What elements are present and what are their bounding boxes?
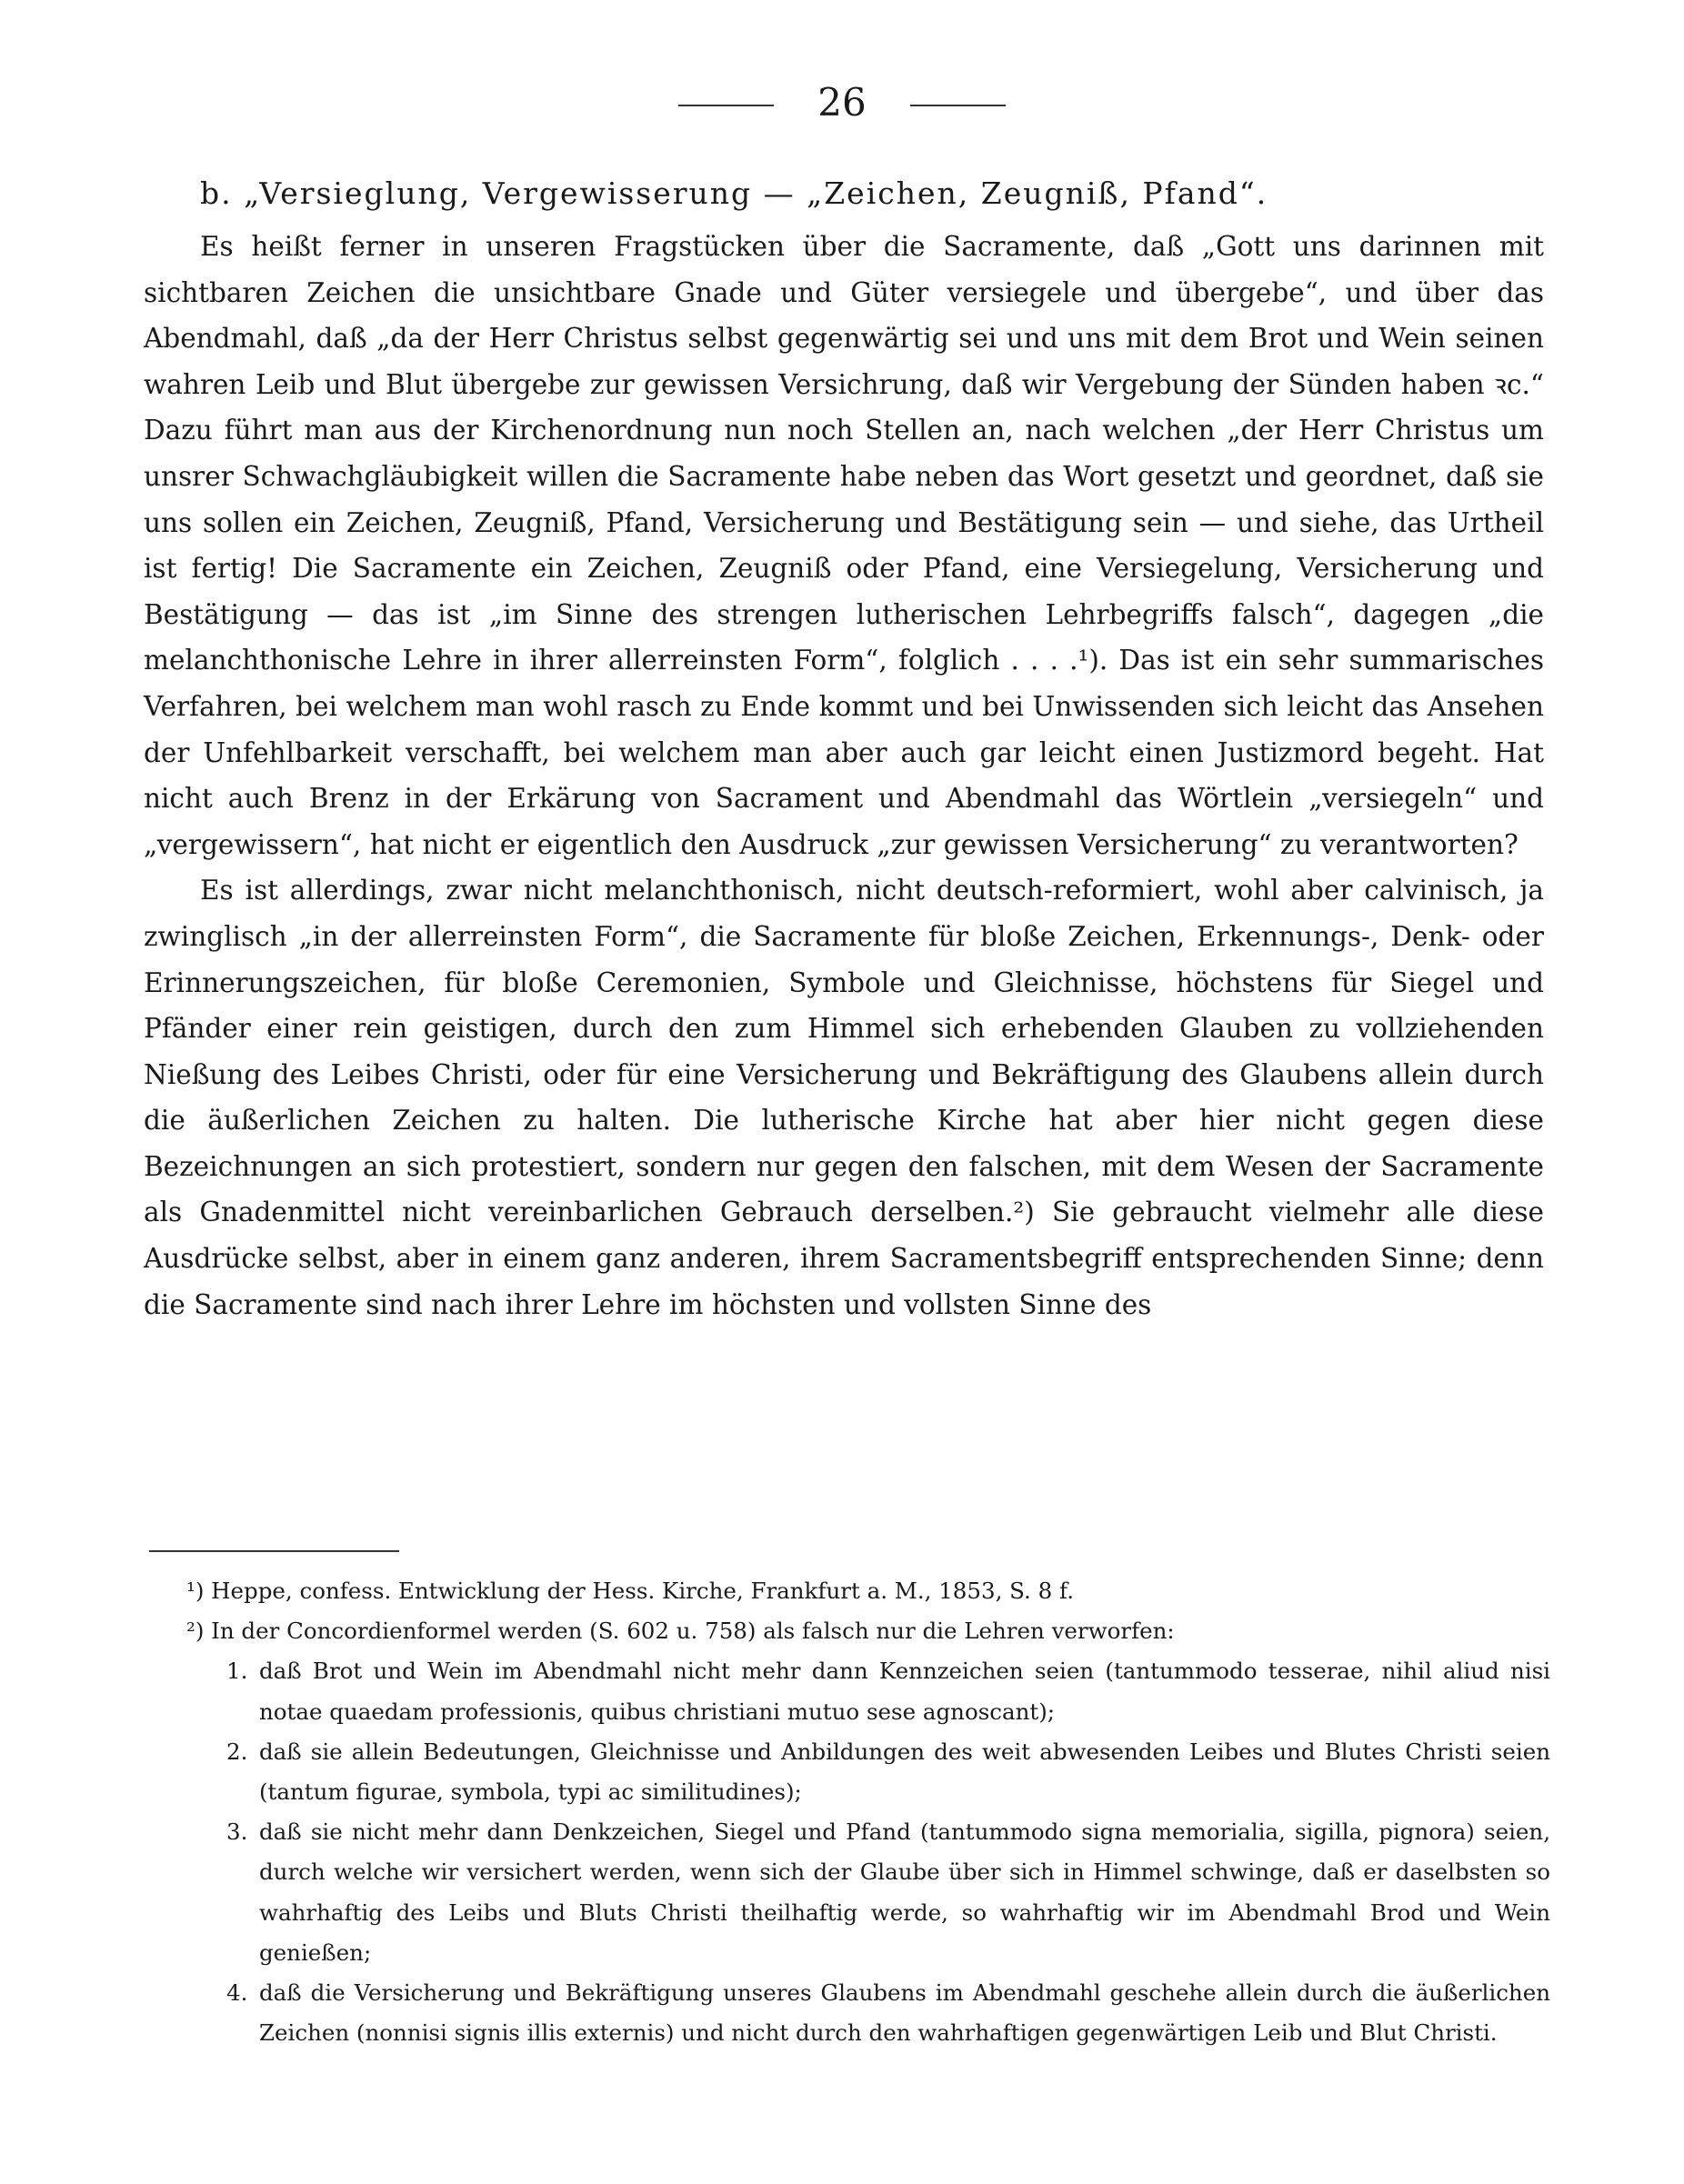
footnotes — [186, 1571, 1550, 2053]
body-paragraph: Es heißt ferner in unseren Fragstücken über die Sacramente, daß „Gott uns darinnen mit sichtbaren Zeichen die unsichtbare Gnade und Güter versiegele und übergebe“, und über das Abendmahl, daß „da der Herr Christus selbst gegenwärtig sei und uns mit dem Brot und Wein seinen wahren Leib und Blut übergebe zur gewissen Versichrung, daß wir Vergebung der Sünden haben ꝛc.“ Dazu führt man aus der Kirchenordnung nun noch Stellen an, nach welchen „der Herr Christus um unsrer Schwachgläubigkeit willen die Sacramente habe neben das Wort gesetzt und geordnet, daß sie uns sollen ein Zeichen, Zeugniß, Pfand, Versicherung und Bestätigung sein — und siehe, das Urtheil ist fertig! Die Sacramente ein Zeichen, Zeugniß oder Pfand, eine Versiegelung, Versicherung und Bestätigung — das ist „im Sinne des strengen lutherischen Lehrbegriffs falsch“, dagegen „die melanchthonische Lehre in ihrer allerreinsten Form“, folglich . . . .¹). Das ist ein sehr summarisches Verfahren, bei welchem man wohl rasch zu Ende kommt und bei Unwissenden sich leicht das Ansehen der Unfehlbarkeit verschafft, bei welchem man aber auch gar leicht einen Justizmord begeht. Hat nicht auch Brenz in der Erkärung von Sacrament und Abendmahl das Wörtlein „versiegeln“ und „vergewissern“, hat nicht er eigentlich den Ausdruck „zur gewissen Versicherung“ zu verantworten? — [144, 231, 1544, 860]
page-header — [0, 80, 1684, 125]
body-paragraph: Es ist allerdings, zwar nicht melanchthonisch, nicht deutsch-reformiert, wohl aber calvinisch, ja zwinglisch „in der allerreinsten Form“, die Sacramente für bloße Zeichen, Erkennungs-, Denk- oder Erinnerungszeichen, für bloße Ceremonien, Symbole und Gleichnisse, höchstens für Siegel und Pfänder einer rein geistigen, durch den zum Himmel sich erhebenden Glauben zu vollziehenden Nießung des Leibes Christi, oder für eine Versicherung und Bekräftigung des Glaubens allein durch die äußerlichen Zeichen zu halten. Die lutherische Kirche hat aber hier nicht gegen diese Bezeichnungen an sich protestiert, sondern nur gegen den falschen, mit dem Wesen der Sacramente als Gnadenmittel nicht vereinbarlichen Gebrauch derselben.²) Sie gebraucht vielmehr alle diese Ausdrücke selbst, aber in einem ganz anderen, ihrem Sacramentsbegriff entsprechenden Sinne; denn die Sacramente sind nach ihrer Lehre im höchsten und vollsten Sinne des — [144, 875, 1544, 1320]
header-rule-right — [910, 105, 1006, 106]
list-item-number: 3. — [226, 1818, 248, 1846]
list-item — [226, 1651, 1550, 1731]
list-item-number: 1. — [226, 1658, 248, 1685]
list-item-number: 4. — [226, 1979, 248, 2007]
page-number: 26 — [817, 80, 867, 125]
header-rule-left — [678, 105, 774, 106]
footnote-1: ¹) Heppe, confess. Entwicklung der Hess. Kirche, Frankfurt a. M., 1853, S. 8 f. — [186, 1578, 1074, 1604]
list-item-text: daß Brot und Wein im Abendmahl nicht mehr dann Kennzeichen seien (tantummodo tesserae, nihil aliud nisi notae quaedam professionis, quibus christiani mutuo sese agnoscant); — [259, 1658, 1550, 1725]
list-item-text: daß sie nicht mehr dann Denkzeichen, Siegel und Pfand (tantummodo signa memorialia, sigilla, pignora) seien, durch welche wir versichert werden, wenn sich der Glaube über sich in Himmel schwinge, daß er daselbsten so wahrhaftig des Leibs und Bluts Christi theilhaftig werde, so wahrhaftig wir im Abendmahl Brod und Wein genießen; — [259, 1818, 1550, 1966]
footnote-2: ²) In der Concordienformel werden (S. 602 u. 758) als falsch nur die Lehren verworfen: — [186, 1618, 1175, 1645]
main-text — [144, 171, 1544, 1327]
list-item — [226, 1812, 1550, 1973]
list-item-number: 2. — [226, 1738, 248, 1765]
footnote-separator — [149, 1550, 399, 1552]
list-item-text: daß die Versicherung und Bekräftigung unseres Glaubens im Abendmahl geschehe allein durch die äußerlichen Zeichen (nonnisi signis illis externis) und nicht durch den wahrhaftigen gegenwärtigen Leib und Blut Christi. — [259, 1979, 1550, 2047]
list-item-text: daß sie allein Bedeutungen, Gleichnisse und Anbildungen des weit abwesenden Leibes und Blutes Christi seien (tantum figurae, symbola, typi ac similitudines); — [259, 1738, 1550, 1806]
footnote-2-list — [186, 1651, 1550, 2053]
list-item — [226, 1732, 1550, 1812]
list-item — [226, 1973, 1550, 2053]
section-heading: b. „Versieglung, Vergewisserung — „Zeichen, Zeugniß, Pfand“. — [200, 175, 1268, 211]
